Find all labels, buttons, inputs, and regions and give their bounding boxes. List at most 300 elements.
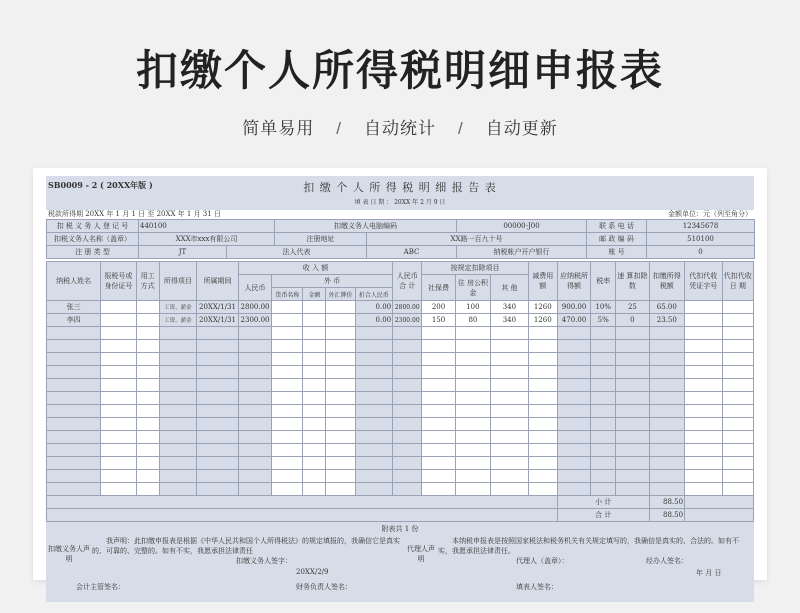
col-housing: 住 房公积金 bbox=[455, 275, 490, 301]
col-amount: 金额 bbox=[303, 288, 326, 301]
cell bbox=[528, 457, 557, 470]
cell bbox=[722, 366, 753, 379]
declare-left-label: 扣缴义务人声 明 bbox=[48, 545, 90, 563]
tax-period: 税款所得期 20XX 年 1 月 1 日 至 20XX 年 1 月 31 日 bbox=[48, 210, 221, 218]
blank-row bbox=[47, 353, 754, 366]
cell bbox=[355, 418, 393, 431]
cell bbox=[326, 353, 355, 366]
cell bbox=[649, 431, 684, 444]
cell: 1260 bbox=[528, 314, 557, 327]
cell bbox=[422, 366, 455, 379]
col-date: 代扣代收日 期 bbox=[722, 262, 753, 301]
cell bbox=[685, 379, 723, 392]
cell bbox=[491, 431, 529, 444]
info-label: 注册地址 bbox=[275, 233, 367, 246]
cell bbox=[528, 444, 557, 457]
sign-preparer: 填表人签名： bbox=[516, 583, 558, 591]
cell bbox=[685, 366, 723, 379]
cell bbox=[528, 353, 557, 366]
feature-tags bbox=[0, 114, 800, 139]
cell bbox=[197, 405, 239, 418]
cell bbox=[491, 483, 529, 496]
info-value: ABC bbox=[367, 246, 457, 259]
cell bbox=[393, 353, 422, 366]
sign-accounting: 会计主管签名： bbox=[76, 583, 125, 591]
cell bbox=[326, 327, 355, 340]
cell: 2300.00 bbox=[238, 314, 271, 327]
cell bbox=[722, 379, 753, 392]
cell bbox=[393, 418, 422, 431]
cell bbox=[101, 366, 136, 379]
cell: 340 bbox=[491, 314, 529, 327]
cell bbox=[393, 444, 422, 457]
cell bbox=[238, 392, 271, 405]
cell bbox=[159, 366, 197, 379]
cell: 340 bbox=[491, 301, 529, 314]
cell bbox=[528, 470, 557, 483]
cell bbox=[197, 353, 239, 366]
fill-date: 填 表 日 期 ： 20XX 年 2 月 9 日 bbox=[354, 199, 446, 206]
cell bbox=[649, 379, 684, 392]
cell bbox=[47, 392, 101, 405]
cell bbox=[455, 405, 490, 418]
cell bbox=[422, 457, 455, 470]
cell bbox=[272, 444, 303, 457]
cell bbox=[238, 327, 271, 340]
cell bbox=[685, 483, 723, 496]
info-value: JT bbox=[139, 246, 227, 259]
col-foreign: 外 币 bbox=[272, 275, 393, 288]
cell bbox=[685, 470, 723, 483]
cell: 25 bbox=[616, 301, 649, 314]
declare-right-label: 代理人声 明 bbox=[407, 545, 435, 563]
cell bbox=[303, 483, 326, 496]
cell bbox=[649, 392, 684, 405]
cell bbox=[159, 379, 197, 392]
cell bbox=[616, 340, 649, 353]
cell bbox=[685, 392, 723, 405]
declare-left-text: 我声明：此扣缴申报表是根据《中华人民共和国个人所得税法》的规定填报的，我确信它是真实的、可靠的、完整的。如有不实，我愿承担法律责任 bbox=[92, 537, 400, 555]
cell: 2800.00 bbox=[393, 301, 422, 314]
cell bbox=[197, 327, 239, 340]
cell bbox=[326, 301, 355, 314]
cell bbox=[238, 405, 271, 418]
cell bbox=[136, 483, 159, 496]
cell bbox=[101, 392, 136, 405]
col-taxrate: 税率 bbox=[591, 262, 616, 301]
cell bbox=[136, 392, 159, 405]
cell bbox=[649, 340, 684, 353]
tax-report-sheet bbox=[46, 176, 754, 591]
cell bbox=[649, 470, 684, 483]
cell bbox=[685, 509, 754, 522]
cell: 10% bbox=[591, 301, 616, 314]
cell bbox=[238, 340, 271, 353]
cell bbox=[326, 392, 355, 405]
cell bbox=[326, 366, 355, 379]
cell bbox=[136, 470, 159, 483]
cell bbox=[685, 431, 723, 444]
cell bbox=[491, 353, 529, 366]
cell bbox=[557, 366, 590, 379]
cell bbox=[159, 418, 197, 431]
cell bbox=[326, 405, 355, 418]
cell bbox=[159, 470, 197, 483]
cell bbox=[238, 379, 271, 392]
cell: 0.00 bbox=[355, 301, 393, 314]
cell bbox=[47, 366, 101, 379]
total-label: 合 计 bbox=[557, 509, 649, 522]
cell bbox=[136, 340, 159, 353]
cell bbox=[393, 470, 422, 483]
cell bbox=[455, 431, 490, 444]
form-code: SB0009 - 2 ( 20XX年版 ) bbox=[48, 180, 153, 190]
cell bbox=[101, 405, 136, 418]
cell bbox=[159, 340, 197, 353]
cell bbox=[303, 405, 326, 418]
cell bbox=[491, 392, 529, 405]
cell bbox=[528, 483, 557, 496]
cell bbox=[326, 418, 355, 431]
cell bbox=[47, 483, 101, 496]
cell bbox=[197, 340, 239, 353]
cell bbox=[591, 366, 616, 379]
cell bbox=[685, 314, 723, 327]
cell bbox=[197, 457, 239, 470]
cell bbox=[722, 470, 753, 483]
cell bbox=[393, 392, 422, 405]
cell: 李四 bbox=[47, 314, 101, 327]
cell bbox=[326, 314, 355, 327]
cell bbox=[649, 418, 684, 431]
info-label: 扣 税 义 务 人 登 记 号 bbox=[47, 220, 139, 233]
cell bbox=[528, 405, 557, 418]
cell bbox=[47, 379, 101, 392]
cell bbox=[272, 431, 303, 444]
cell bbox=[722, 457, 753, 470]
cell bbox=[722, 418, 753, 431]
cell bbox=[557, 379, 590, 392]
cell: 900.00 bbox=[557, 301, 590, 314]
col-item: 所得项目 bbox=[159, 262, 197, 301]
cell bbox=[355, 444, 393, 457]
cell bbox=[649, 353, 684, 366]
cell bbox=[136, 405, 159, 418]
cell bbox=[649, 457, 684, 470]
cell bbox=[136, 457, 159, 470]
cell: 1260 bbox=[528, 301, 557, 314]
cell bbox=[616, 418, 649, 431]
blank-row bbox=[47, 340, 754, 353]
cell bbox=[422, 444, 455, 457]
cell bbox=[238, 470, 271, 483]
cell bbox=[649, 444, 684, 457]
cell bbox=[685, 340, 723, 353]
total-row bbox=[47, 509, 754, 522]
cell bbox=[422, 470, 455, 483]
cell bbox=[422, 418, 455, 431]
cell bbox=[722, 431, 753, 444]
info-value: XXX市xxx有限公司 bbox=[139, 233, 275, 246]
attachment-count: 附表共 1 份 bbox=[381, 525, 419, 533]
cell bbox=[722, 340, 753, 353]
col-reduce: 减费用额 bbox=[528, 262, 557, 301]
cell bbox=[136, 314, 159, 327]
cell: 200 bbox=[422, 301, 455, 314]
cell bbox=[455, 392, 490, 405]
cell bbox=[557, 353, 590, 366]
cell bbox=[197, 379, 239, 392]
cell bbox=[557, 418, 590, 431]
cell bbox=[303, 314, 326, 327]
tag-easy: 简单易用 bbox=[242, 119, 315, 138]
cell bbox=[355, 340, 393, 353]
cell bbox=[557, 483, 590, 496]
cell bbox=[455, 353, 490, 366]
cell bbox=[355, 366, 393, 379]
declaration-area bbox=[46, 522, 754, 602]
col-total: 人民币合 计 bbox=[393, 262, 422, 301]
detail-table bbox=[46, 261, 754, 522]
cell bbox=[197, 483, 239, 496]
cell bbox=[528, 366, 557, 379]
cell bbox=[455, 457, 490, 470]
cell bbox=[303, 431, 326, 444]
cell bbox=[557, 457, 590, 470]
col-quick: 速 算扣除数 bbox=[616, 262, 649, 301]
cell bbox=[393, 405, 422, 418]
cell bbox=[685, 353, 723, 366]
cell bbox=[47, 444, 101, 457]
col-deduct: 按规定扣除项目 bbox=[422, 262, 528, 275]
cell bbox=[101, 379, 136, 392]
subtotal-label: 小 计 bbox=[557, 496, 649, 509]
cell bbox=[685, 301, 723, 314]
total-value: 88.50 bbox=[649, 509, 684, 522]
cell bbox=[272, 301, 303, 314]
cell bbox=[159, 327, 197, 340]
cell bbox=[591, 457, 616, 470]
cell bbox=[272, 366, 303, 379]
col-rmb: 人民币 bbox=[238, 275, 271, 301]
cell bbox=[238, 431, 271, 444]
declare-right-agent: 经办人签名： bbox=[646, 557, 688, 565]
cell bbox=[722, 444, 753, 457]
info-table bbox=[46, 219, 755, 259]
cell bbox=[159, 392, 197, 405]
cell bbox=[685, 405, 723, 418]
cell bbox=[528, 379, 557, 392]
cell bbox=[455, 379, 490, 392]
cell bbox=[47, 340, 101, 353]
page-title: 扣缴个人所得税明细申报表 bbox=[135, 47, 664, 94]
cell: 0.00 bbox=[355, 314, 393, 327]
amount-unit: 金额单位：元（列至角分） bbox=[668, 210, 752, 218]
cell bbox=[136, 418, 159, 431]
cell bbox=[238, 353, 271, 366]
cell bbox=[159, 353, 197, 366]
declare-left-sign: 扣缴义务人签字： bbox=[236, 557, 292, 565]
cell bbox=[101, 431, 136, 444]
cell bbox=[238, 418, 271, 431]
cell: 100 bbox=[455, 301, 490, 314]
cell bbox=[591, 353, 616, 366]
cell bbox=[455, 366, 490, 379]
blank-row bbox=[47, 392, 754, 405]
cell bbox=[455, 327, 490, 340]
cell bbox=[722, 392, 753, 405]
cell bbox=[272, 340, 303, 353]
cell bbox=[685, 327, 723, 340]
cell bbox=[422, 392, 455, 405]
cell bbox=[393, 327, 422, 340]
info-value: 00000-J00 bbox=[457, 220, 587, 233]
blank-row bbox=[47, 418, 754, 431]
cell bbox=[557, 470, 590, 483]
cell bbox=[272, 405, 303, 418]
sheet-title: 扣 缴 个 人 所 得 税 明 细 报 告 表 bbox=[303, 181, 497, 194]
cell bbox=[303, 392, 326, 405]
cell: 工资、薪金 bbox=[159, 301, 197, 314]
cell bbox=[455, 418, 490, 431]
cell bbox=[47, 431, 101, 444]
col-income: 收 入 额 bbox=[238, 262, 392, 275]
cell bbox=[326, 470, 355, 483]
cell bbox=[422, 327, 455, 340]
info-label: 纳税帐户开户银行 bbox=[457, 246, 587, 259]
cell: 2300.00 bbox=[393, 314, 422, 327]
cell bbox=[616, 470, 649, 483]
cell bbox=[393, 366, 422, 379]
cell bbox=[722, 314, 753, 327]
cell bbox=[393, 457, 422, 470]
cell bbox=[355, 483, 393, 496]
cell bbox=[238, 444, 271, 457]
cell bbox=[616, 405, 649, 418]
cell bbox=[303, 353, 326, 366]
cell bbox=[455, 340, 490, 353]
cell bbox=[272, 314, 303, 327]
blank-row bbox=[47, 431, 754, 444]
cell bbox=[422, 379, 455, 392]
cell bbox=[355, 379, 393, 392]
cell bbox=[393, 431, 422, 444]
cell bbox=[272, 379, 303, 392]
cell bbox=[422, 431, 455, 444]
declare-right-sign: 代理人（盖章）： bbox=[516, 557, 569, 565]
info-label: 账 号 bbox=[587, 246, 647, 259]
cell bbox=[355, 353, 393, 366]
blank-row bbox=[47, 444, 754, 457]
cell bbox=[616, 483, 649, 496]
cell bbox=[455, 470, 490, 483]
cell bbox=[355, 327, 393, 340]
blank-row bbox=[47, 483, 754, 496]
cell bbox=[326, 483, 355, 496]
cell bbox=[272, 327, 303, 340]
cell bbox=[238, 483, 271, 496]
cell bbox=[491, 470, 529, 483]
cell bbox=[722, 301, 753, 314]
cell bbox=[491, 366, 529, 379]
spreadsheet-preview-card bbox=[33, 168, 767, 591]
cell bbox=[101, 444, 136, 457]
cell bbox=[491, 340, 529, 353]
cell bbox=[722, 327, 753, 340]
cell bbox=[326, 340, 355, 353]
cell bbox=[557, 392, 590, 405]
cell bbox=[101, 457, 136, 470]
cell bbox=[422, 353, 455, 366]
col-rate: 外汇牌价 bbox=[326, 288, 355, 301]
info-label: 扣缴义务人电脑编码 bbox=[275, 220, 457, 233]
cell bbox=[47, 470, 101, 483]
col-converted: 折合人民币 bbox=[355, 288, 393, 301]
cell bbox=[616, 353, 649, 366]
cell bbox=[101, 470, 136, 483]
cell bbox=[649, 327, 684, 340]
table-row bbox=[47, 301, 754, 314]
tag-auto-stat: 自动统计 bbox=[364, 119, 436, 138]
cell bbox=[159, 444, 197, 457]
cell bbox=[491, 327, 529, 340]
cell bbox=[722, 483, 753, 496]
subtotal-row bbox=[47, 496, 754, 509]
blank-row bbox=[47, 366, 754, 379]
cell bbox=[136, 327, 159, 340]
cell bbox=[528, 431, 557, 444]
cell bbox=[491, 457, 529, 470]
col-social: 社保费 bbox=[422, 275, 455, 301]
cell: 470.00 bbox=[557, 314, 590, 327]
declare-left-date: 20XX/2/9 bbox=[296, 568, 329, 576]
cell bbox=[491, 418, 529, 431]
cell: 23.50 bbox=[649, 314, 684, 327]
cell bbox=[422, 405, 455, 418]
cell bbox=[616, 379, 649, 392]
cell bbox=[136, 301, 159, 314]
blank-row bbox=[47, 379, 754, 392]
cell bbox=[303, 340, 326, 353]
cell bbox=[272, 457, 303, 470]
cell bbox=[722, 405, 753, 418]
cell: 2800.00 bbox=[238, 301, 271, 314]
cell bbox=[136, 366, 159, 379]
cell bbox=[303, 327, 326, 340]
cell bbox=[303, 444, 326, 457]
cell bbox=[393, 483, 422, 496]
cell bbox=[355, 431, 393, 444]
cell bbox=[136, 379, 159, 392]
cell bbox=[197, 366, 239, 379]
cell bbox=[685, 444, 723, 457]
info-label: 扣税义务人名称（盖章） bbox=[47, 233, 139, 246]
cell bbox=[101, 418, 136, 431]
cell bbox=[197, 431, 239, 444]
cell bbox=[303, 366, 326, 379]
col-currency: 货币名称 bbox=[272, 288, 303, 301]
cell bbox=[47, 353, 101, 366]
cell bbox=[591, 405, 616, 418]
cell: 20XX/1/31 bbox=[197, 301, 239, 314]
cell bbox=[649, 405, 684, 418]
col-withheld: 扣缴所得税额 bbox=[649, 262, 684, 301]
tag-auto-update: 自动更新 bbox=[485, 119, 558, 138]
blank-row bbox=[47, 327, 754, 340]
cell bbox=[591, 340, 616, 353]
cell: 工资、薪金 bbox=[159, 314, 197, 327]
cell bbox=[591, 327, 616, 340]
